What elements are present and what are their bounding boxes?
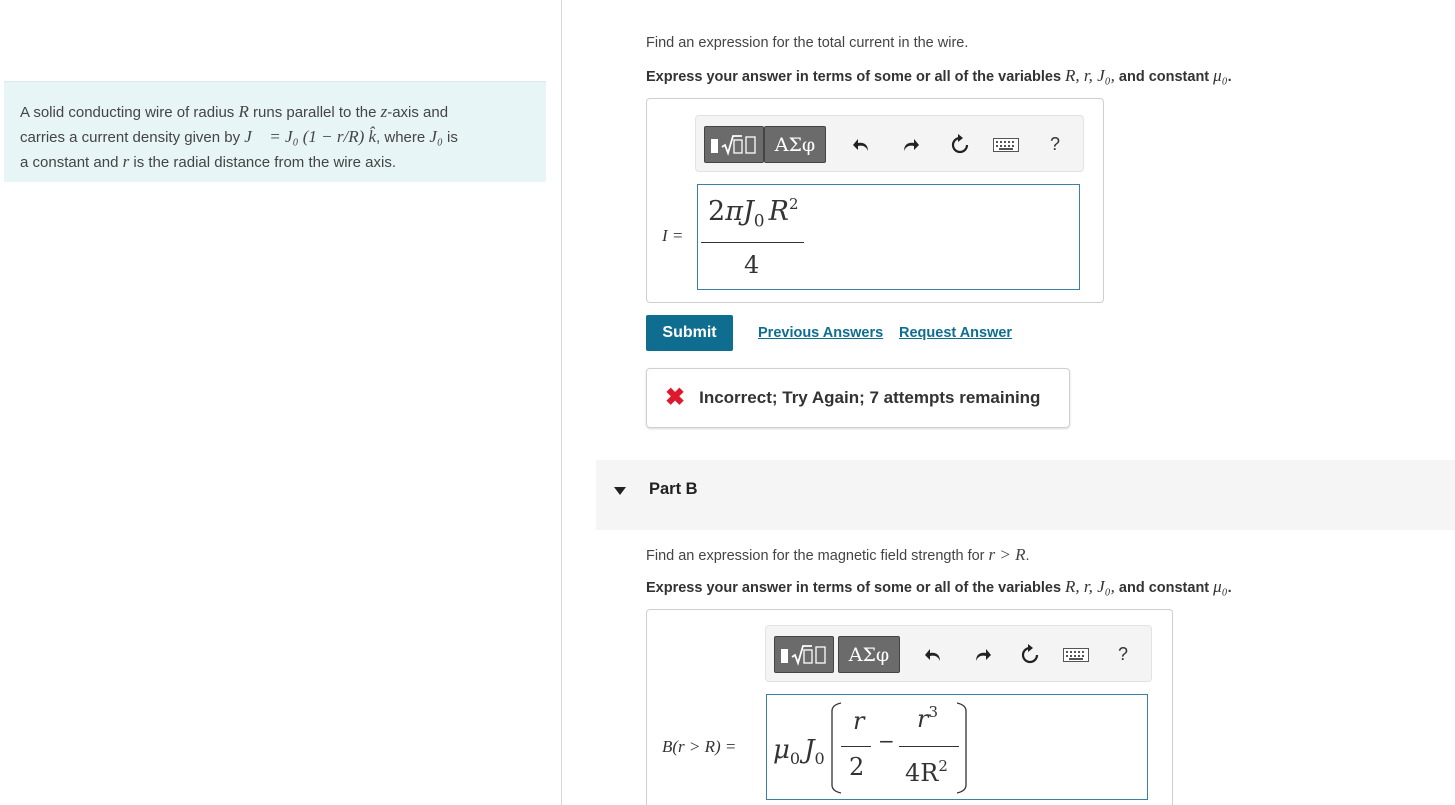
- term2-fraction-bar: [899, 746, 959, 747]
- keyboard-icon[interactable]: [1062, 636, 1090, 673]
- part-a-answer-input[interactable]: [697, 184, 1080, 290]
- right-paren: [955, 701, 969, 795]
- part-b-instruction: Express your answer in terms of some or all of the variables R, r, J₀, and constant μ₀.: [646, 577, 1232, 596]
- incorrect-x-icon: ✖: [665, 384, 686, 411]
- part-b-answer-input[interactable]: [766, 694, 1148, 800]
- keyboard-icon[interactable]: [992, 126, 1020, 163]
- part-a-prompt: Find an expression for the total current in the wire.: [646, 35, 969, 51]
- reset-icon[interactable]: [946, 126, 974, 163]
- undo-icon[interactable]: [920, 636, 948, 673]
- term1-numerator: r: [853, 707, 865, 735]
- part-b-header[interactable]: [596, 460, 1455, 530]
- problem-line-1: A solid conducting wire of radius R runs parallel to the z-axis and: [20, 102, 449, 121]
- sqrt-template-icon[interactable]: [774, 636, 834, 673]
- left-pane: [0, 0, 562, 805]
- greek-letters-button[interactable]: ΑΣφ: [838, 636, 900, 673]
- help-button[interactable]: ?: [1117, 644, 1128, 664]
- term2-numerator: $r^3$: [917, 703, 939, 733]
- problem-statement: [4, 81, 546, 182]
- part-a-denominator: 4: [744, 251, 760, 279]
- previous-answers-link[interactable]: Previous Answers: [758, 325, 884, 341]
- term2-denominator: $4R^2$: [905, 757, 948, 787]
- part-b-prompt: Find an expression for the magnetic field strength for r > R.: [646, 545, 1030, 564]
- submit-button[interactable]: Submit: [646, 315, 733, 351]
- part-a-variable-label: I =: [662, 226, 684, 245]
- reset-icon[interactable]: [1016, 636, 1044, 673]
- feedback-message: [646, 368, 1070, 428]
- part-a-instruction: Express your answer in terms of some or all of the variables R, r, J₀, and constant μ₀.: [646, 66, 1232, 85]
- part-a-numerator: $2\pi J_0$ $R^2$: [708, 195, 799, 232]
- part-b-math-toolbar: [765, 625, 1152, 682]
- part-a-math-toolbar: [695, 115, 1084, 172]
- request-answer-link[interactable]: Request Answer: [899, 325, 1013, 341]
- left-paren: [829, 701, 843, 795]
- term1-denominator: 2: [849, 753, 865, 781]
- minus-sign: −: [878, 729, 895, 753]
- sqrt-template-icon[interactable]: [704, 126, 764, 163]
- redo-icon[interactable]: [968, 636, 996, 673]
- part-a-answer-panel: [646, 98, 1104, 303]
- greek-letters-button[interactable]: ΑΣφ: [764, 126, 826, 163]
- part-b-answer-panel: [646, 609, 1173, 805]
- current-density-equation: J⃗ = J₀ (1 − r/R) k̂: [244, 127, 377, 146]
- problem-line-3: a constant and r is the radial distance from the wire axis.: [20, 152, 396, 171]
- part-b-title: Part B: [649, 480, 698, 498]
- problem-line-2: carries a current density given by J⃗ = J₀ (1 − r/R) k̂, where J₀ is: [20, 127, 458, 146]
- part-b-prefactor: $\mu_0$ $J_0$: [773, 735, 825, 769]
- part-a-fraction-bar: [701, 242, 804, 243]
- redo-icon[interactable]: [896, 126, 924, 163]
- undo-icon[interactable]: [848, 126, 876, 163]
- term1-fraction-bar: [841, 746, 871, 747]
- collapse-caret-icon[interactable]: [614, 487, 626, 495]
- help-button[interactable]: ?: [1049, 134, 1060, 154]
- part-b-variable-label: B(r > R) =: [662, 737, 737, 756]
- feedback-text: Incorrect; Try Again; 7 attempts remaining: [699, 388, 1041, 407]
